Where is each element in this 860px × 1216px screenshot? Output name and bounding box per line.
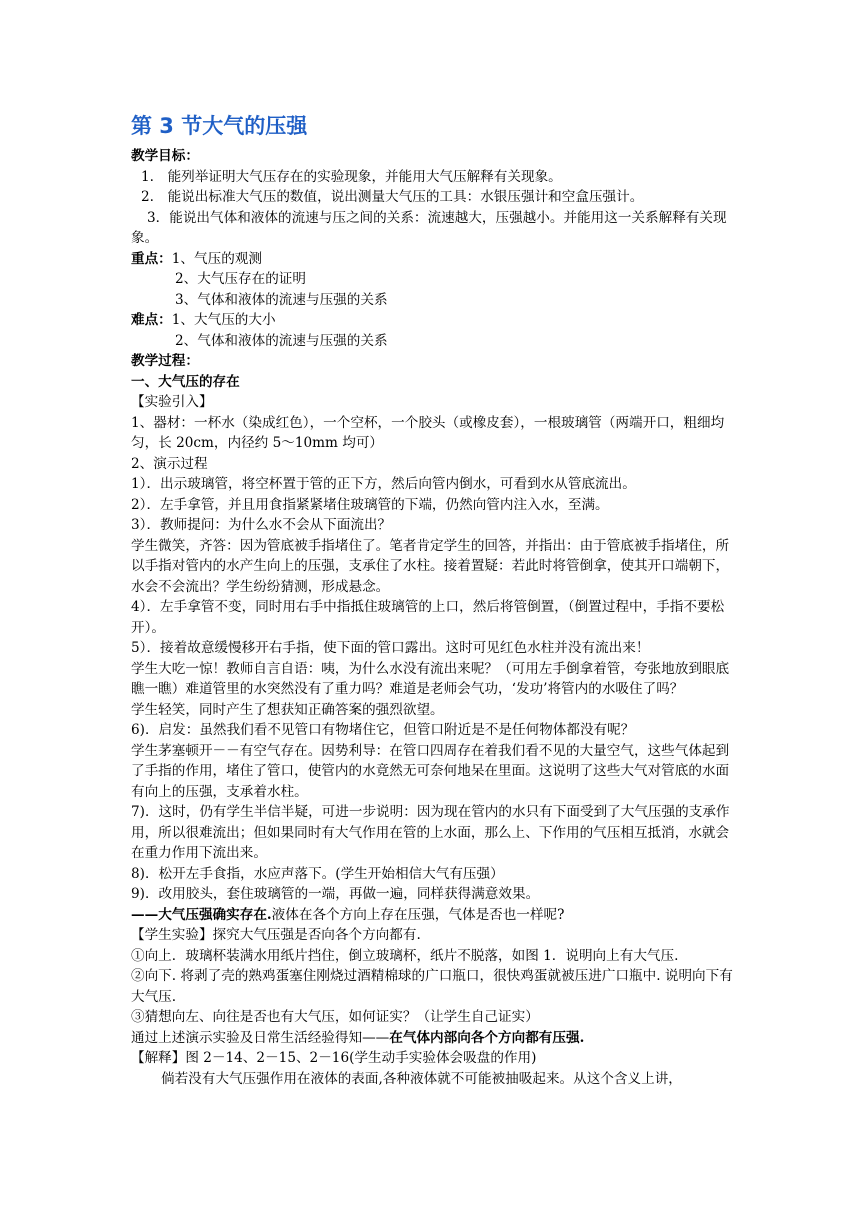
paragraph: ①向上．玻璃杯装满水用纸片挡住，倒立玻璃杯，纸片不脱落，如图 1．说明向上有大气压. bbox=[131, 947, 679, 964]
paragraph: 7)．这时，仍有学生半信半疑，可进一步说明：因为现在管内的水只有下面受到了大气压强的支承作用，所以很难流出；但如果同时有大气作用在管的上水面，那么上、下作用的气压相互抵消，水就会在重力作用下流出来。 bbox=[131, 804, 730, 861]
objectives-heading: 教学目标： bbox=[131, 148, 199, 164]
paragraph: 4）．左手拿管不变，同时用右手中指抵住玻璃管的上口，然后将管倒置，（倒置过程中，手指不要松开）。 bbox=[131, 599, 725, 636]
process-heading: 教学过程： bbox=[131, 353, 199, 369]
bold-conclusion: ——大气压强确实存在. bbox=[131, 906, 272, 923]
paragraph: 学生茅塞顿开－－有空气存在。因势利导：在管口四周存在着我们看不见的大量空气，这些气体起到了手指的作用，堵住了管口，使管内的水竟然无可奈何地呆在里面。这说明了这些大气对管底的水面有向上的压强，支承着水柱。 bbox=[131, 742, 730, 800]
paragraph: 学生轻笑，同时产生了想获知正确答案的强烈欲望。 bbox=[131, 701, 444, 718]
paragraph: 2、演示过程 bbox=[131, 455, 208, 472]
experiment-intro-label: 【实验引入】 bbox=[131, 394, 213, 410]
difficult-points bbox=[131, 310, 733, 331]
objective-item: 2. 能说出标准大气压的数值，说出测量大气压的工具：水银压强计和空盒压强计。 bbox=[141, 189, 644, 205]
key-points-label: 重点： bbox=[131, 250, 172, 267]
paragraph: 6)．启发：虽然我们看不见管口有物堵住它，但管口附近是不是任何物体都没有呢？ bbox=[131, 722, 635, 738]
paragraph: 倘若没有大气压强作用在液体的表面,各种液体就不可能被抽吸起来。从这个含义上讲， bbox=[161, 1070, 682, 1087]
difficult-point-item: 1、大气压的大小 bbox=[171, 312, 276, 328]
key-point-item: 1、气压的观测 bbox=[171, 250, 262, 267]
paragraph: 通过上述演示实验及日常生活经验得知——在气体内部向各个方向都有压强. bbox=[131, 1029, 585, 1046]
paragraph: 1）．出示玻璃管，将空杯置于管的正下方，然后向管内倒水，可看到水从管底流出。 bbox=[131, 476, 636, 492]
key-point-item: 2、大气压存在的证明 bbox=[175, 271, 306, 287]
difficult-points-label: 难点： bbox=[131, 312, 172, 328]
bold-conclusion: 在气体内部向各个方向都有压强. bbox=[389, 1029, 585, 1046]
section-heading: 一、大气压的存在 bbox=[131, 373, 240, 390]
paragraph: 【解释】图 2－14、2－15、2－16(学生动手实验体会吸盘的作用) bbox=[131, 1050, 537, 1066]
key-points bbox=[131, 249, 733, 270]
paragraph: 8)．松开左手食指，水应声落下。(学生开始相信大气有压强） bbox=[131, 865, 504, 882]
paragraph: 3）．教师提问：为什么水不会从下面流出？ bbox=[131, 517, 392, 533]
paragraph: 9)．改用胶头，套住玻璃管的一端，再做一遍，同样获得满意效果。 bbox=[131, 886, 540, 902]
paragraph: 5）．接着故意缓慢移开右手指，使下面的管口露出。这时可见红色水柱并没有流出来！ bbox=[131, 640, 650, 656]
paragraph: 学生微笑，齐答：因为管底被手指堵住了。笔者肯定学生的回答，并指出：由于管底被手指堵住，所以手指对管内的水产生向上的压强，支承住了水柱。接着置疑：若此时将管倒拿，使其开口端朝下，水会不会流出？学生纷纷猜测，形成悬念。 bbox=[131, 537, 730, 595]
paragraph: 学生大吃一惊！教师自言自语：咦，为什么水没有流出来呢？（可用左手倒拿着管，夸张地放到眼底瞧一瞧）难道管里的水突然没有了重力吗？难道是老师会气功，‘发功’将管内的水吸住了吗？ bbox=[131, 660, 730, 697]
key-point-item: 3、气体和液体的流速与压强的关系 bbox=[175, 291, 388, 308]
objective-item: 1. 能列举证明大气压存在的实验现象，并能用大气压解释有关现象。 bbox=[141, 168, 562, 185]
objective-item: 3．能说出气体和液体的流速与压之间的关系：流速越大，压强越小。并能用这一关系解释有关现象。 bbox=[131, 209, 727, 246]
page-title: 第 3 节大气的压强 bbox=[131, 114, 308, 138]
paragraph: 【学生实验】探究大气压强是否向各个方向都有. bbox=[131, 927, 421, 943]
difficult-point-item: 2、气体和液体的流速与压强的关系 bbox=[175, 332, 388, 349]
paragraph: ③猜想向左、向往是否也有大气压，如何证实？（让学生自己证实） bbox=[131, 1009, 539, 1025]
document-page bbox=[131, 112, 733, 1089]
paragraph: 1、器材：一杯水（染成红色），一个空杯，一个胶头（或橡皮套），一根玻璃管（两端开口，粗细均匀，长 20cm，内径约 5～10mm 均可） bbox=[131, 414, 725, 451]
paragraph: 2）．左手拿管，并且用食指紧紧堵住玻璃管的下端，仍然向管内注入水，至满。 bbox=[131, 496, 609, 513]
paragraph: ——大气压强确实存在.液体在各个方向上存在压强，气体是否也一样呢? bbox=[131, 906, 565, 923]
paragraph: ②向下. 将剥了壳的熟鸡蛋塞住刚烧过酒精棉球的广口瓶口，很快鸡蛋就被压进广口瓶中. 说明向下有大气压. bbox=[131, 968, 733, 1005]
